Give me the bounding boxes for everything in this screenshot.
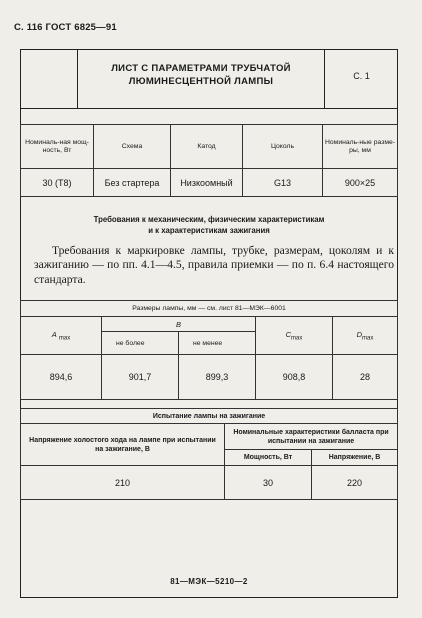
header-open-circuit-voltage: Напряжение холостого хода на лампе при испытании на зажигание, В bbox=[21, 424, 225, 466]
sheet-title-line1: ЛИСТ С ПАРАМЕТРАМИ ТРУБЧАТОЙ bbox=[111, 63, 291, 74]
header-voltage-v: Напряжение, В bbox=[312, 450, 398, 466]
table-row bbox=[21, 466, 398, 500]
value-d-max: 28 bbox=[333, 355, 398, 400]
header-cathode: Катод bbox=[171, 125, 243, 169]
requirements-text bbox=[34, 244, 394, 287]
table-row bbox=[21, 169, 398, 197]
sheet-title-line2: ЛЮМИНЕСЦЕНТНОЙ ЛАМПЫ bbox=[128, 76, 274, 87]
table-row bbox=[21, 355, 398, 400]
header-scheme: Схема bbox=[94, 125, 171, 169]
header-power: Номиналь-ная мощ-ность, Вт bbox=[21, 125, 94, 169]
header-c-max: $C_{max}$ bbox=[256, 317, 333, 355]
cell-cap: G13 bbox=[243, 169, 323, 197]
dimensions-caption: Размеры лампы, мм — см. лист 81—МЭК—6001 bbox=[21, 301, 398, 317]
page-header: С. 116 ГОСТ 6825—91 bbox=[14, 22, 117, 33]
ignition-caption: Испытание лампы на зажигание bbox=[21, 409, 398, 424]
header-power-w: Мощность, Вт bbox=[225, 450, 312, 466]
cell-scheme: Без стартера bbox=[94, 169, 171, 197]
dimensions-table bbox=[20, 300, 398, 400]
value-b-min: 899,3 bbox=[179, 355, 256, 400]
header-cap: Цоколь bbox=[243, 125, 323, 169]
value-a-max: 894,6 bbox=[21, 355, 102, 400]
sheet-number: С. 1 bbox=[353, 71, 370, 81]
cell-cathode: Низкоомный bbox=[171, 169, 243, 197]
cell-dimensions: 900×25 bbox=[323, 169, 398, 197]
value-b-max: 901,7 bbox=[102, 355, 179, 400]
value-c-max: 908,8 bbox=[256, 355, 333, 400]
table-header-row bbox=[21, 125, 398, 169]
header-a-max: A $_{max}$ bbox=[21, 317, 102, 355]
header-b-max: не более bbox=[102, 332, 179, 355]
sheet-title bbox=[78, 62, 324, 88]
header-b-min: не менее bbox=[179, 332, 256, 355]
requirements-heading-line1: Требования к механическим, физическим характеристикам bbox=[93, 215, 325, 224]
ignition-table bbox=[20, 408, 398, 500]
lamp-parameters-table bbox=[20, 124, 398, 197]
requirements-heading bbox=[20, 214, 398, 236]
header-b: B bbox=[102, 317, 256, 332]
value-ballast-power: 30 bbox=[225, 466, 312, 500]
header-dimensions: Номиналь-ные разме-ры, мм bbox=[323, 125, 398, 169]
header-ballast-characteristics: Номинальные характеристики балласта при испытании на зажигание bbox=[225, 424, 398, 450]
value-ballast-voltage: 220 bbox=[312, 466, 398, 500]
requirements-heading-line2: и к характеристикам зажигания bbox=[148, 226, 270, 235]
value-open-circuit-voltage: 210 bbox=[21, 466, 225, 500]
cell-power: 30 (T8) bbox=[21, 169, 94, 197]
requirements-body: Требования к маркировке лампы, трубке, размерам, цоколям и к зажиганию — по пп. 4.1—4.5, правила приемки — по п. 6.4 настоящего стандарта. bbox=[34, 244, 394, 286]
sheet-footer-code: 81—МЭК—5210—2 bbox=[170, 577, 248, 586]
header-d-max: $D_{max}$ bbox=[333, 317, 398, 355]
title-block bbox=[20, 49, 398, 109]
